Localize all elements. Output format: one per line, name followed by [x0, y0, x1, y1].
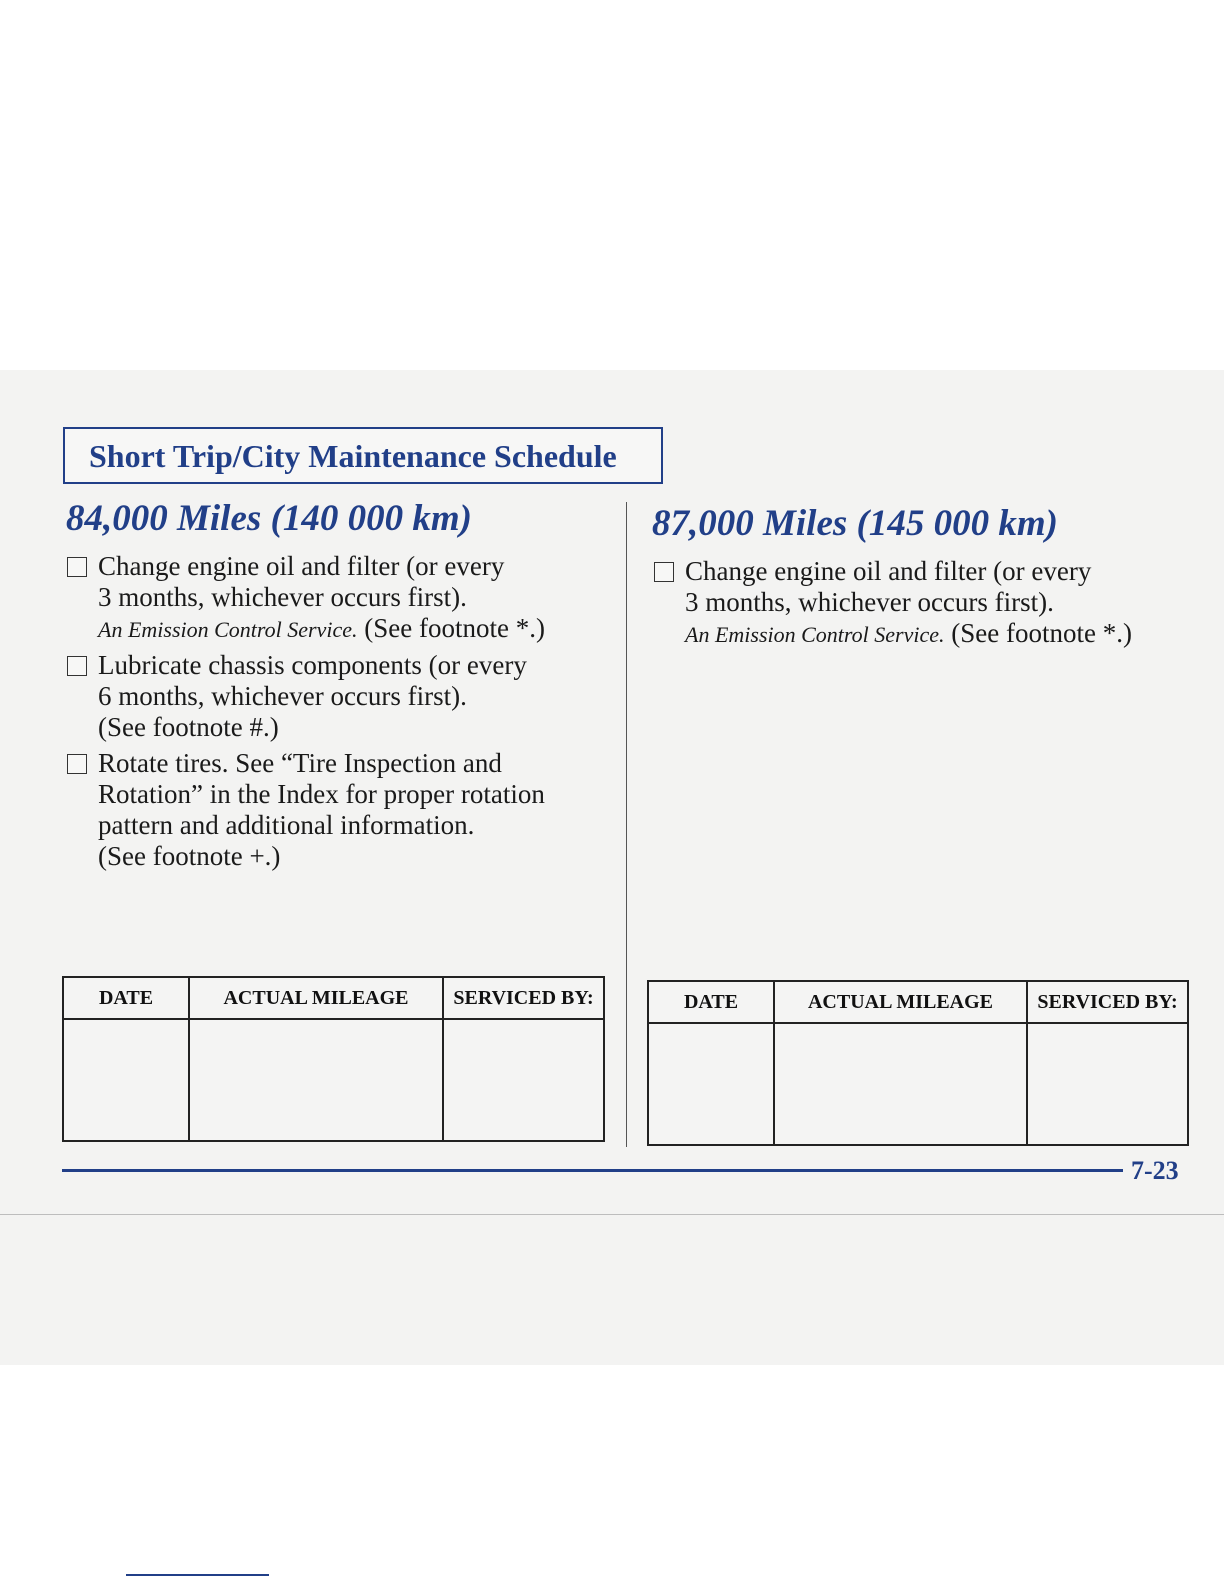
task-line: 6 months, whichever occurs first).	[98, 681, 467, 711]
column-divider	[626, 502, 627, 1147]
task-lubricate-chassis-84000	[67, 650, 527, 743]
section-title-box	[63, 427, 663, 484]
task-checkbox[interactable]	[67, 656, 87, 676]
table-row	[63, 1019, 604, 1141]
task-line: Rotate tires. See “Tire Inspection and	[98, 748, 502, 778]
task-line: (See footnote +.)	[98, 841, 281, 871]
task-line: Rotation” in the Index for proper rotation	[98, 779, 545, 809]
task-checkbox[interactable]	[67, 754, 87, 774]
emission-control-label: An Emission Control Service.	[98, 617, 358, 642]
task-checkbox[interactable]	[654, 562, 674, 582]
task-line: Change engine oil and filter (or every	[98, 551, 505, 581]
task-line-emission	[654, 618, 1132, 650]
task-line: Change engine oil and filter (or every	[685, 556, 1092, 586]
task-line: 3 months, whichever occurs first).	[98, 582, 467, 612]
serviced-by-cell[interactable]	[1027, 1023, 1188, 1145]
table-header-date: DATE	[63, 977, 189, 1019]
emission-control-label: An Emission Control Service.	[685, 622, 945, 647]
task-change-oil-84000	[67, 551, 545, 645]
date-cell[interactable]	[63, 1019, 189, 1141]
page-title: Short Trip/City Maintenance Schedule	[89, 438, 617, 474]
page-number: 7-23	[1131, 1156, 1179, 1185]
task-rotate-tires-84000	[67, 748, 545, 872]
scan-edge-divider	[0, 1214, 1224, 1215]
table-header-serviced-by: SERVICED BY:	[443, 977, 604, 1019]
actual-mileage-cell[interactable]	[774, 1023, 1027, 1145]
task-line: (See footnote #.)	[98, 712, 279, 742]
corner-mark	[126, 1574, 269, 1576]
footnote-reference: (See footnote *.)	[951, 618, 1132, 648]
task-change-oil-87000	[654, 556, 1132, 650]
table-header-date: DATE	[648, 981, 774, 1023]
footer-rule	[62, 1169, 1123, 1172]
table-header-row	[63, 977, 604, 1019]
table-header-actual-mileage: ACTUAL MILEAGE	[189, 977, 443, 1019]
mileage-heading-84000: 84,000 Miles (140 000 km)	[66, 498, 472, 539]
table-row	[648, 1023, 1188, 1145]
table-header-row	[648, 981, 1188, 1023]
footnote-reference: (See footnote *.)	[364, 613, 545, 643]
task-line-emission	[67, 613, 545, 645]
task-line: Lubricate chassis components (or every	[98, 650, 527, 680]
table-header-serviced-by: SERVICED BY:	[1027, 981, 1188, 1023]
task-checkbox[interactable]	[67, 557, 87, 577]
serviced-by-cell[interactable]	[443, 1019, 604, 1141]
task-line: 3 months, whichever occurs first).	[685, 587, 1054, 617]
table-header-actual-mileage: ACTUAL MILEAGE	[774, 981, 1027, 1023]
service-record-table-84000	[62, 976, 605, 1142]
task-line: pattern and additional information.	[98, 810, 475, 840]
date-cell[interactable]	[648, 1023, 774, 1145]
actual-mileage-cell[interactable]	[189, 1019, 443, 1141]
mileage-heading-87000: 87,000 Miles (145 000 km)	[652, 503, 1058, 544]
service-record-table-87000	[647, 980, 1189, 1146]
